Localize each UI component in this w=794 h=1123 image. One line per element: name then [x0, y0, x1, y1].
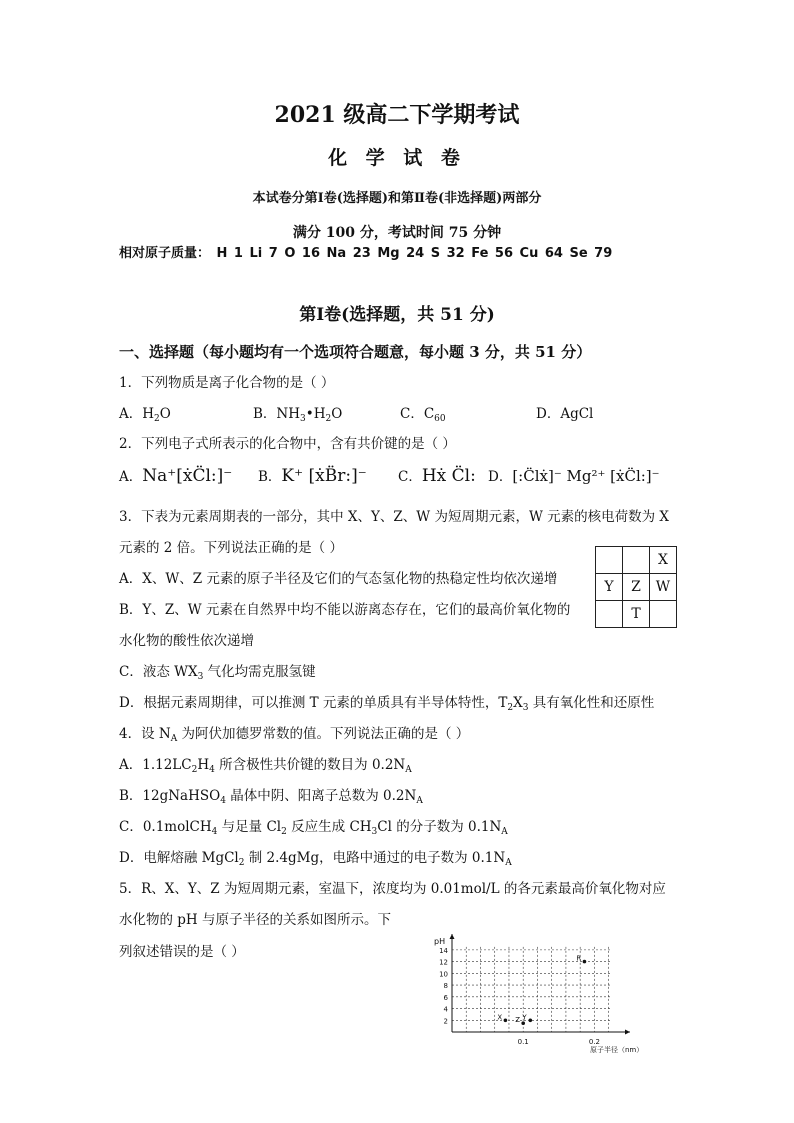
q2-option-a: A．Na⁺[ẋC̈l:]⁻: [119, 466, 233, 486]
q3-option-a: A．X、W、Z 元素的原子半径及它们的气态氢化物的热稳定性均依次递增: [119, 571, 558, 587]
chart-axes: [450, 934, 631, 1035]
x-axis-label: 原子半径（nm）: [590, 1046, 644, 1054]
pt-cell-y: Y: [596, 574, 623, 601]
pt-cell-x: X: [650, 547, 677, 574]
pt-cell-t: T: [623, 601, 650, 628]
data-point-label-x: X: [497, 1013, 503, 1022]
data-point-z: [521, 1021, 525, 1025]
q4-stem: 4．设 $N_A$ 为阿伏加德罗常数的值。下列说法正确的是（ ）: [119, 726, 470, 744]
q1-option-b: B．$NH_3•H_2O$: [253, 406, 343, 424]
atomic-masses: 相对原子质量： H 1 Li 7 O 16 Na 23 Mg 24 S 32 Fe 56 Cu 64 Se 79: [119, 246, 613, 261]
periodic-table-fragment: [595, 546, 677, 628]
chart-points: [497, 955, 586, 1025]
exam-title: 2021 级高二下学期考试: [274, 102, 520, 128]
q2-option-c: C．Hẋ C̈l:: [398, 466, 476, 486]
y-axis-label: pH: [434, 937, 446, 946]
q4-option-c: C．0.1molCH$_4$ 与足量 $Cl_2$ 反应生成 $CH_3Cl$ 的分子数为 $0.1N_A$: [119, 819, 508, 837]
q2-option-b: B．K⁺ [ẋB̈r:]⁻: [258, 466, 367, 486]
pt-cell-w: W: [650, 574, 677, 601]
data-point-x: [504, 1018, 508, 1022]
q4-option-b: B．12gNaHSO$_4$ 晶体中阴、阳离子总数为 $0.2N_A$: [119, 788, 423, 806]
q3-option-b-line2: 水化物的酸性依次递增: [119, 633, 254, 649]
y-tick-label: 2: [443, 1017, 448, 1026]
ph-radius-chart: [428, 930, 668, 1060]
q1-option-a: A．$H_2O$: [119, 406, 171, 424]
y-tick-label: 6: [443, 993, 448, 1002]
q4-option-a: A．$1.12LC_2H_4$ 所含极性共价键的数目为 $0.2N_A$: [119, 757, 412, 775]
q3-option-d: D．根据元素周期律，可以推测 T 元素的单质具有半导体特性，$T_2X_3$ 具有氧化性和还原性: [119, 695, 655, 713]
q2-stem: 2．下列电子式所表示的化合物中，含有共价键的是（ ）: [119, 436, 456, 452]
x-axis-arrow: [625, 1030, 630, 1035]
q3-stem-line2: 元素的 2 倍。下列说法正确的是（ ）: [119, 540, 343, 556]
q5-stem-line1: 5．R、X、Y、Z 为短周期元素，室温下，浓度均为 0.01mol/L 的各元素最高价氧化物对应: [119, 881, 666, 897]
exam-subtitle: 化 学 试 卷: [328, 147, 466, 169]
data-point-label-y: Y: [522, 1013, 527, 1022]
q1-option-c: C．$C_{60}$: [400, 406, 446, 424]
part1-title: 第Ⅰ卷(选择题，共 51 分): [299, 305, 495, 325]
q2-option-d: D．[:C̈lẋ]⁻ Mg²⁺ [ẋC̈l:]⁻: [488, 467, 660, 485]
y-tick-label: 8: [443, 982, 448, 991]
section-title: 一、选择题（每小题均有一个选项符合题意，每小题 3 分，共 51 分）: [119, 343, 592, 361]
pt-cell: [596, 601, 623, 628]
x-tick-label: 0.2: [588, 1038, 600, 1046]
y-axis-arrow: [450, 934, 455, 939]
q3-option-c: C．液态 $WX_3$ 气化均需克服氢键: [119, 664, 316, 682]
x-tick-label: 0.1: [517, 1038, 529, 1046]
q3-stem-line1: 3．下表为元素周期表的一部分，其中 X、Y、Z、W 为短周期元素，W 元素的核电荷数为 X: [119, 509, 670, 525]
y-tick-label: 12: [439, 958, 448, 967]
y-tick-label: 14: [439, 946, 448, 955]
exam-score-time-note: 满分 100 分，考试时间 75 分钟: [292, 225, 502, 241]
q5-stem-line3: 列叙述错误的是（ ）: [119, 944, 245, 960]
q5-stem-line2: 水化物的 pH 与原子半径的关系如图所示。下: [119, 912, 391, 928]
exam-structure-note: 本试卷分第Ⅰ卷(选择题)和第Ⅱ卷(非选择题)两部分: [252, 191, 542, 206]
pt-cell-z: Z: [623, 574, 650, 601]
q4-option-d: D．电解熔融 MgCl$_2$ 制 2.4gMg，电路中通过的电子数为 $0.1N_A$: [119, 850, 512, 868]
data-point-label-z: Z: [515, 1016, 520, 1025]
y-tick-label: 10: [439, 970, 448, 979]
data-point-r: [583, 960, 587, 964]
data-point-label-r: R: [576, 954, 582, 963]
pt-cell: [650, 601, 677, 628]
pt-cell: [623, 547, 650, 574]
pt-cell: [596, 547, 623, 574]
y-tick-label: 4: [443, 1005, 448, 1014]
q1-stem: 1．下列物质是离子化合物的是（ ）: [119, 375, 335, 391]
q1-option-d: D．AgCl: [536, 406, 594, 422]
data-point-y: [529, 1018, 533, 1022]
q3-option-b-line1: B．Y、Z、W 元素在自然界中均不能以游离态存在，它们的最高价氧化物的: [119, 602, 571, 618]
